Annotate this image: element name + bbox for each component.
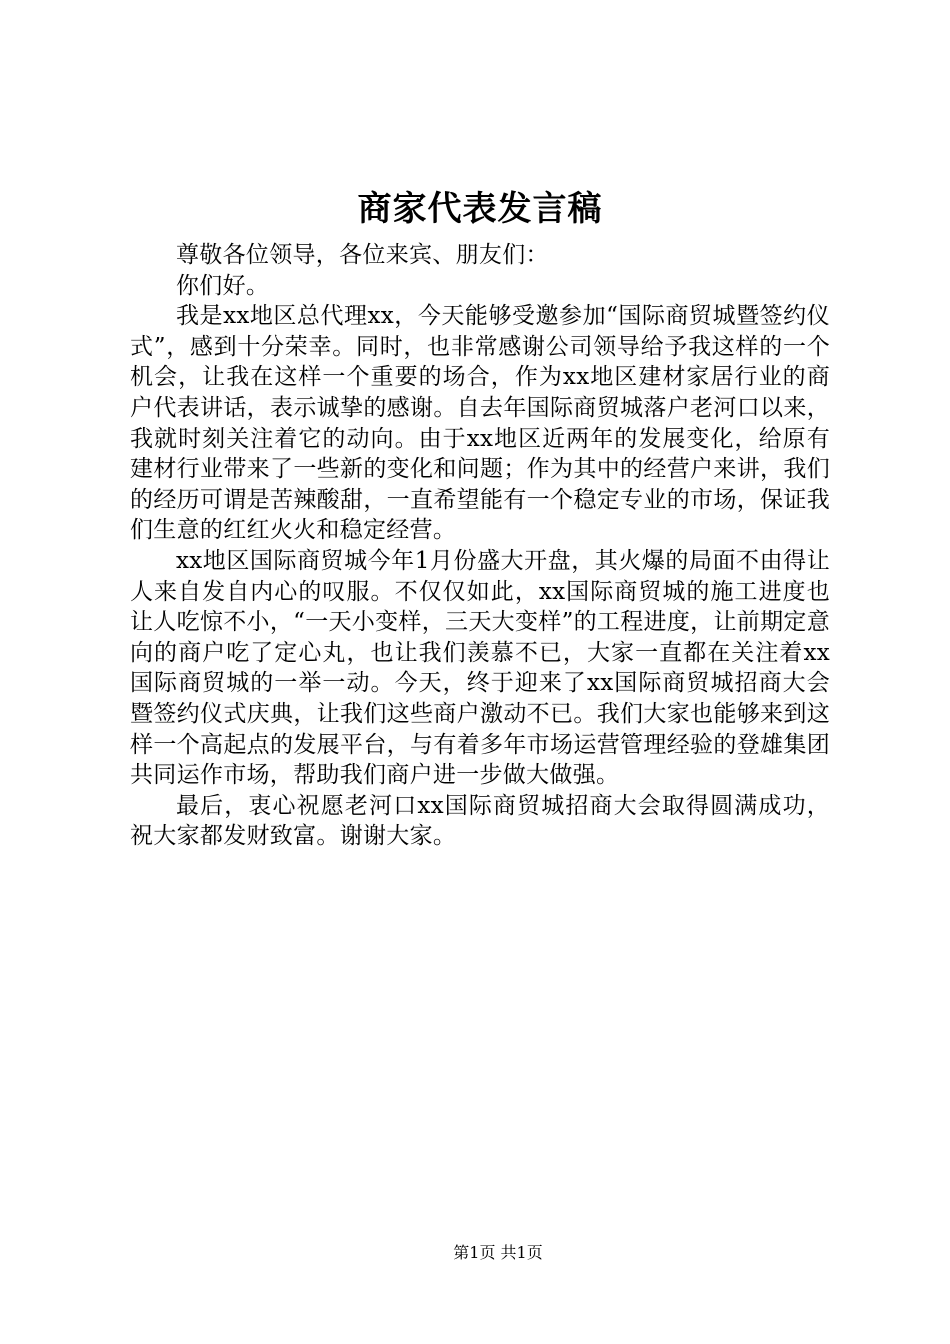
document-body <box>130 240 830 852</box>
introduction-paragraph: 我是xx地区总代理xx，今天能够受邀参加“国际商贸城暨签约仪式”，感到十分荣幸。同时，也非常感谢公司领导给予我这样的一个机会，让我在这样一个重要的场合，作为xx地区建材家居行业的商户代表讲话，表示诚挚的感谢。自去年国际商贸城落户老河口以来，我就时刻关注着它的动向。由于xx地区近两年的发展变化，给原有建材行业带来了一些新的变化和问题；作为其中的经营户来讲，我们的经历可谓是苦辣酸甜，一直希望能有一个稳定专业的市场，保证我们生意的红红火火和稳定经营。 <box>130 303 830 544</box>
closing-paragraph: 最后，衷心祝愿老河口xx国际商贸城招商大会取得圆满成功，祝大家都发财致富。谢谢大家。 <box>130 792 830 850</box>
document-title: 商家代表发言稿 <box>357 189 603 229</box>
salutation-paragraph: 尊敬各位领导，各位来宾、朋友们： <box>176 242 549 268</box>
development-paragraph: xx地区国际商贸城今年1月份盛大开盘，其火爆的局面不由得让人来自发自内心的叹服。不仅仅如此，xx国际商贸城的施工进度也让人吃惊不小，“一天小变样，三天大变样”的工程进度，让前期定意向的商户吃了定心丸，也让我们羡慕不已，大家一直都在关注着xx国际商贸城的一举一动。今天，终于迎来了xx国际商贸城招商大会暨签约仪式庆典，让我们这些商户激动不已。我们大家也能够来到这样一个高起点的发展平台，与有着多年市场运营管理经验的登雄集团共同运作市场，帮助我们商户进一步做大做强。 <box>130 547 830 789</box>
page-footer: 第1页 共1页 <box>453 1243 543 1262</box>
greeting-paragraph: 你们好。 <box>176 272 270 299</box>
